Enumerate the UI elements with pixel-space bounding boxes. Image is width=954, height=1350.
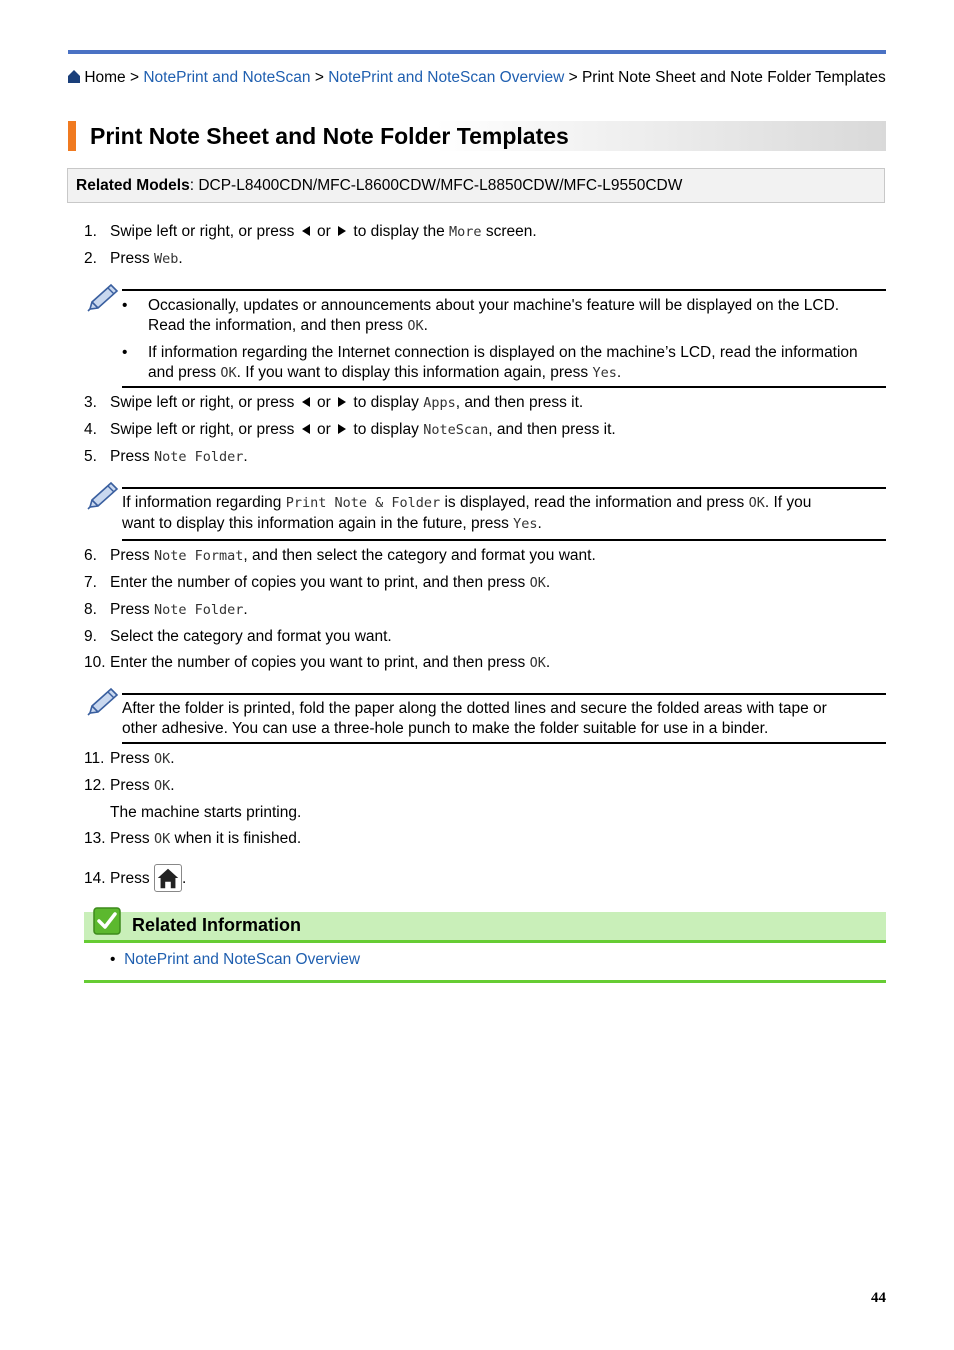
right-arrow-icon xyxy=(338,424,346,434)
note-box-2: If information regarding Print Note & Folder is displayed, read the information and press OK. If you want to display this information again in the future, press Yes. xyxy=(122,487,886,541)
step-11: 11. Press OK. xyxy=(84,750,175,767)
breadcrumb-current: Print Note Sheet and Note Folder Templates xyxy=(581,69,886,86)
checkmark-icon xyxy=(93,907,121,935)
related-models-box xyxy=(67,168,885,203)
step-10: 10. Enter the number of copies you want to print, and then press OK. xyxy=(84,654,551,671)
home-button-icon xyxy=(154,864,182,892)
step-5: 5. Press Note Folder. xyxy=(84,448,248,465)
note-box-3: After the folder is printed, fold the paper along the dotted lines and secure the folded areas with tape or other adhesive. You can use a three-hole punch to make the folder suitable for use in a binder. xyxy=(122,693,886,744)
step-8: 8. Press Note Folder. xyxy=(84,601,248,618)
top-rule xyxy=(68,50,886,54)
page-title: Print Note Sheet and Note Folder Templates xyxy=(90,123,569,149)
page-title-bar xyxy=(68,121,886,151)
breadcrumb-home[interactable]: Home xyxy=(84,69,126,86)
related-link-overview[interactable]: NotePrint and NoteScan Overview xyxy=(124,951,361,968)
pencil-note-icon xyxy=(86,481,120,511)
breadcrumb-link-overview[interactable]: NotePrint and NoteScan Overview xyxy=(328,69,565,86)
step-2: 2. Press Web. xyxy=(84,250,183,267)
related-information-title: Related Information xyxy=(132,915,302,935)
step-13: 13. Press OK when it is finished. xyxy=(84,830,302,847)
step-1: 1. Swipe left or right, or press or to display the More screen. xyxy=(84,223,537,240)
pencil-note-icon xyxy=(86,283,120,313)
pencil-note-icon xyxy=(86,687,120,717)
home-icon xyxy=(68,70,80,83)
breadcrumb: Home > NotePrint and NoteScan > NotePrint and NoteScan Overview > Print Note Sheet and Note Folder Templates xyxy=(68,67,888,88)
page-number: 44 xyxy=(871,1290,886,1306)
step-14: 14. Press . xyxy=(84,864,186,892)
related-information-header xyxy=(84,912,886,943)
step-12-result: The machine starts printing. xyxy=(110,804,302,821)
right-arrow-icon xyxy=(338,226,346,236)
step-4: 4. Swipe left or right, or press or to display NoteScan, and then press it. xyxy=(84,421,616,438)
step-12: 12. Press OK. xyxy=(84,777,175,794)
right-arrow-icon xyxy=(338,397,346,407)
step-9: 9. Select the category and format you want. xyxy=(84,628,392,645)
step-3: 3. Swipe left or right, or press or to display Apps, and then press it. xyxy=(84,394,584,411)
related-models-label: Related Models xyxy=(76,177,190,194)
related-information-bottom-rule xyxy=(84,980,886,983)
related-information-item: • NotePrint and NoteScan Overview xyxy=(110,951,361,968)
note-box-1: • Occasionally, updates or announcements about your machine's feature will be displayed on the LCD. Read the information, and then press OK. • If information regarding the Internet connection is displayed on the machine’s LCD, read the information and press OK. If you want to display this information again, press Yes. xyxy=(122,289,886,388)
related-models-value: : DCP-L8400CDN/MFC-L8600CDW/MFC-L8850CDW/MFC-L9550CDW xyxy=(189,177,683,194)
left-arrow-icon xyxy=(302,424,310,434)
left-arrow-icon xyxy=(302,226,310,236)
title-accent xyxy=(68,121,76,151)
breadcrumb-link-noteprint[interactable]: NotePrint and NoteScan xyxy=(143,69,311,86)
left-arrow-icon xyxy=(302,397,310,407)
step-6: 6. Press Note Format, and then select the category and format you want. xyxy=(84,547,596,564)
step-7: 7. Enter the number of copies you want to print, and then press OK. xyxy=(84,574,551,591)
